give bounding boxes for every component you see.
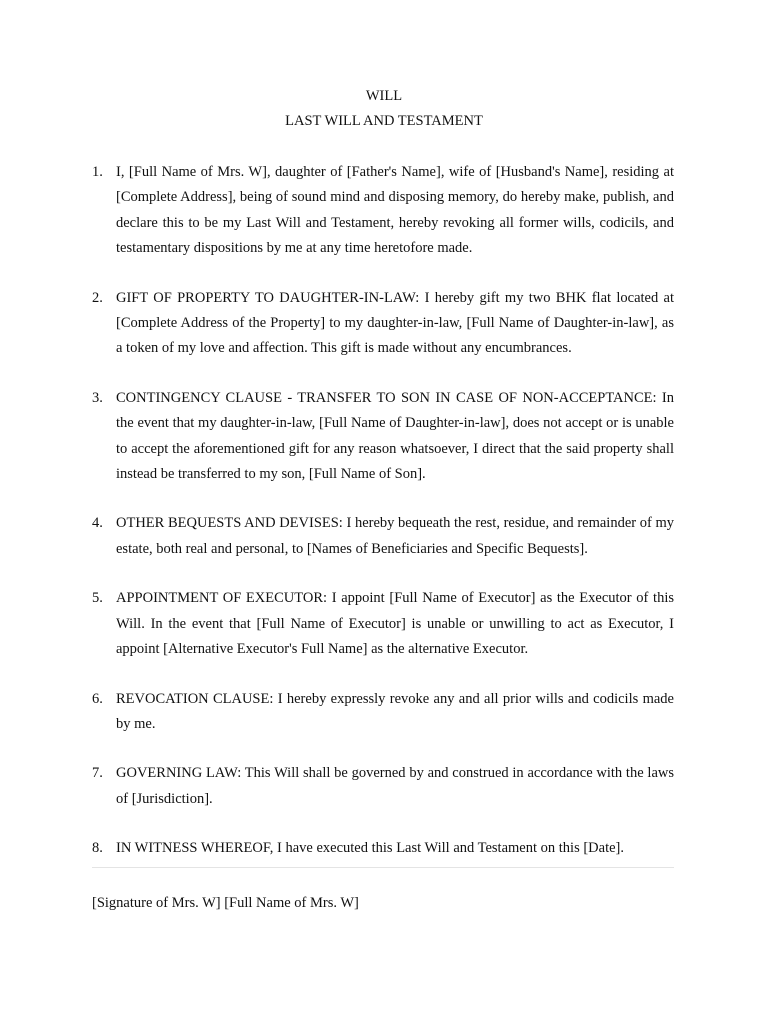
clause-2 (92, 286, 674, 362)
clause-number: 8. (92, 840, 103, 857)
clause-number: 6. (92, 690, 103, 707)
document-title: WILL (365, 88, 403, 104)
clause-text: GIFT OF PROPERTY TO DAUGHTER-IN-LAW: I hereby gift my two BHK flat located at [Complete Address of the Property] to my daughter-in-law, [Full Name of Daughter-in-law], as a token of my love and affection. This gift is made without any encumbrances. (116, 289, 674, 357)
signature-divider (92, 867, 674, 868)
clause-text: REVOCATION CLAUSE: I hereby expressly revoke any and all prior wills and codicils made by me. (116, 690, 674, 732)
clause-3 (92, 386, 674, 488)
clause-1 (92, 160, 674, 262)
clause-text: GOVERNING LAW: This Will shall be governed by and construed in accordance with the laws of [Jurisdiction]. (116, 765, 674, 807)
clause-text: IN WITNESS WHEREOF, I have executed this Last Will and Testament on this [Date]. (116, 840, 624, 857)
clause-text: I, [Full Name of Mrs. W], daughter of [Father's Name], wife of [Husband's Name], residing at [Complete Address], being of sound mind and disposing memory, do hereby make, publish, and declare this to be my Last Will and Testament, hereby revoking all former wills, codicils, and testamentary dispositions by me at any time heretofore made. (116, 164, 674, 257)
clause-number: 3. (92, 389, 103, 406)
clause-7 (92, 761, 674, 812)
clause-6 (92, 687, 674, 738)
clause-number: 7. (92, 765, 103, 782)
clause-text: OTHER BEQUESTS AND DEVISES: I hereby bequeath the rest, residue, and remainder of my estate, both real and personal, to [Names of Beneficiaries and Specific Bequests]. (116, 515, 674, 557)
clause-8 (92, 836, 674, 861)
clause-text: APPOINTMENT OF EXECUTOR: I appoint [Full Name of Executor] as the Executor of this Will. In the event that [Full Name of Executor] is unable or unwilling to act as Executor, I appoint [Alternative Executor's Full Name] as the alternative Executor. (116, 590, 674, 658)
clause-number: 4. (92, 515, 103, 532)
clause-number: 1. (92, 164, 103, 180)
clause-list (92, 160, 674, 886)
signature-line: [Signature of Mrs. W] [Full Name of Mrs. W] (92, 895, 359, 911)
clause-4 (92, 511, 674, 562)
document-subtitle: LAST WILL AND TESTAMENT (285, 113, 483, 129)
clause-number: 5. (92, 590, 103, 607)
clause-number: 2. (92, 289, 103, 306)
clause-5 (92, 586, 674, 662)
clause-text: CONTINGENCY CLAUSE - TRANSFER TO SON IN CASE OF NON-ACCEPTANCE: In the event that my daughter-in-law, [Full Name of Daughter-in-law], does not accept or is unable to accept the aforementioned gift for any reason whatsoever, I direct that the said property shall instead be transferred to my son, [Full Name of Son]. (116, 389, 674, 483)
